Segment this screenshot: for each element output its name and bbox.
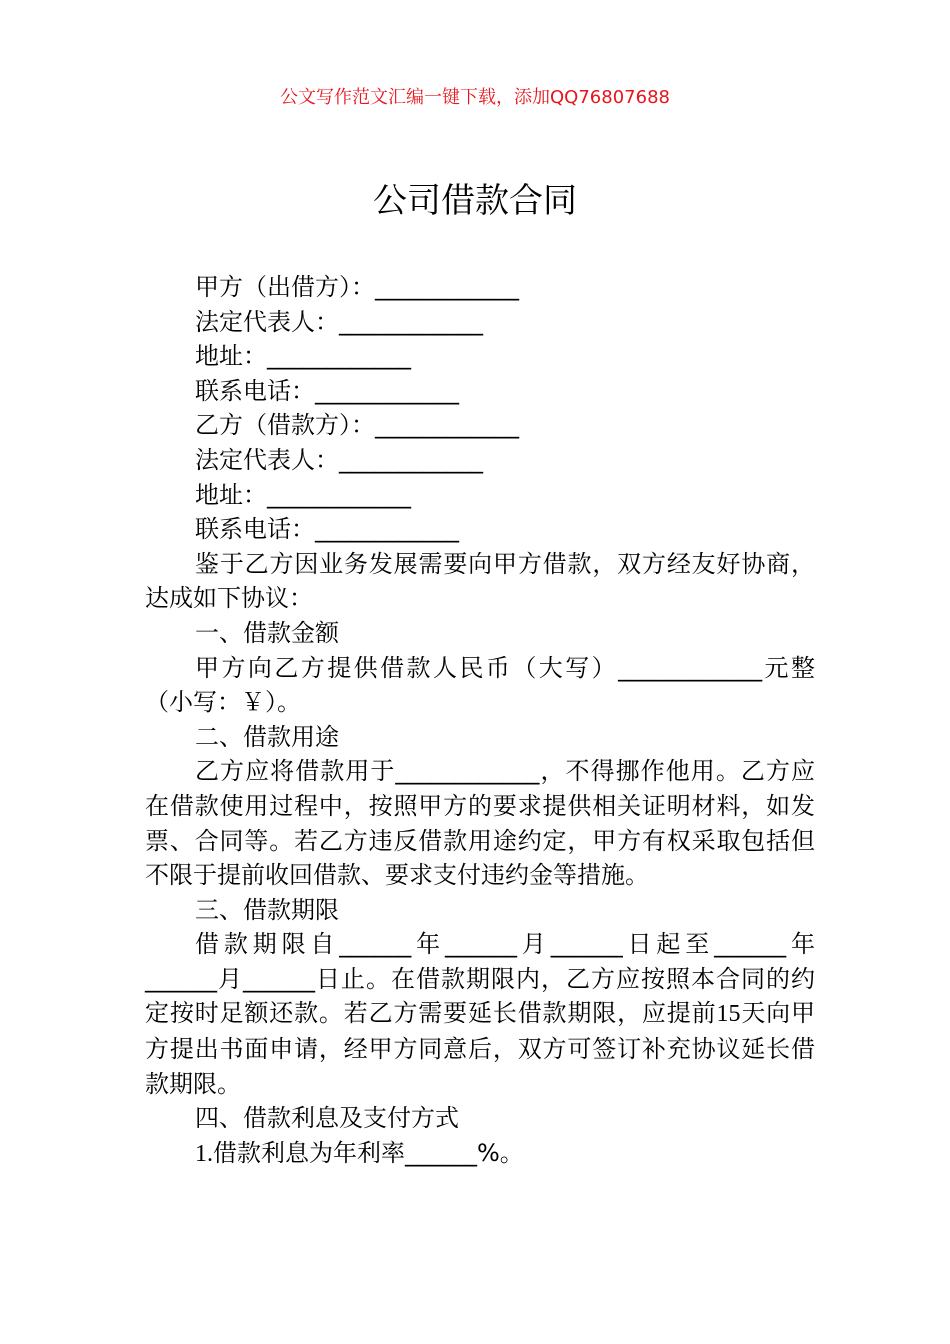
party-b-representative-line: 法定代表人：____________: [195, 445, 483, 474]
document-title: 公司借款合同: [373, 181, 577, 221]
party-b-address-line: 地址：____________: [195, 480, 411, 509]
section-4-heading: 四、借款利息及支付方式: [195, 1104, 459, 1133]
section-1-text: 甲方向乙方提供借款人民币（大写）____________元整（小写：￥）。: [145, 653, 815, 717]
section-4-item-1: [145, 1136, 815, 1172]
notice-days-value: 15: [716, 1001, 741, 1028]
contract-body: [145, 270, 815, 1171]
party-a-line: 甲方（出借方）：____________: [195, 273, 519, 301]
item-text: 借款利息为年利率______%。: [213, 1138, 524, 1167]
intro-paragraph: 鉴于乙方因业务发展需要向甲方借款，双方经友好协商，达成如下协议：: [145, 549, 815, 613]
party-b-phone-line: 联系电话：____________: [195, 515, 459, 544]
download-notice: 公文写作范文汇编一键下载，添加QQ76807688: [280, 87, 670, 108]
item-number: 1.: [195, 1140, 213, 1167]
party-a-phone-line: 联系电话：____________: [195, 376, 459, 405]
section-2-heading: 二、借款用途: [195, 722, 339, 751]
section-1-heading: 一、借款金额: [195, 618, 339, 647]
section-3-text-part2: 天向甲方提出书面申请，经甲方同意后，双方可签订补充协议延长借款期限。: [145, 999, 816, 1098]
section-3-text: [145, 927, 815, 1101]
section-2-text: 乙方应将借款用于____________，不得挪作他用。乙方应在借款使用过程中，按照甲方的要求提供相关证明材料，如发票、合同等。若乙方违反借款用途约定，甲方有权采取包括但不限于提前收回借款、要求支付违约金等措施。: [145, 757, 815, 890]
party-a-representative-line: 法定代表人：____________: [195, 307, 483, 336]
party-b-line: 乙方（借款方）：____________: [195, 411, 519, 440]
section-3-text-part1: 借款期限自______年______月______日起至______年______月______日止。在借款期限内，乙方应按照本合同的约定按时足额还款。若乙方需要延长借款期限，应提前: [145, 930, 815, 1028]
section-3-heading: 三、借款期限: [195, 895, 339, 924]
party-a-address-line: 地址：____________: [195, 342, 411, 371]
